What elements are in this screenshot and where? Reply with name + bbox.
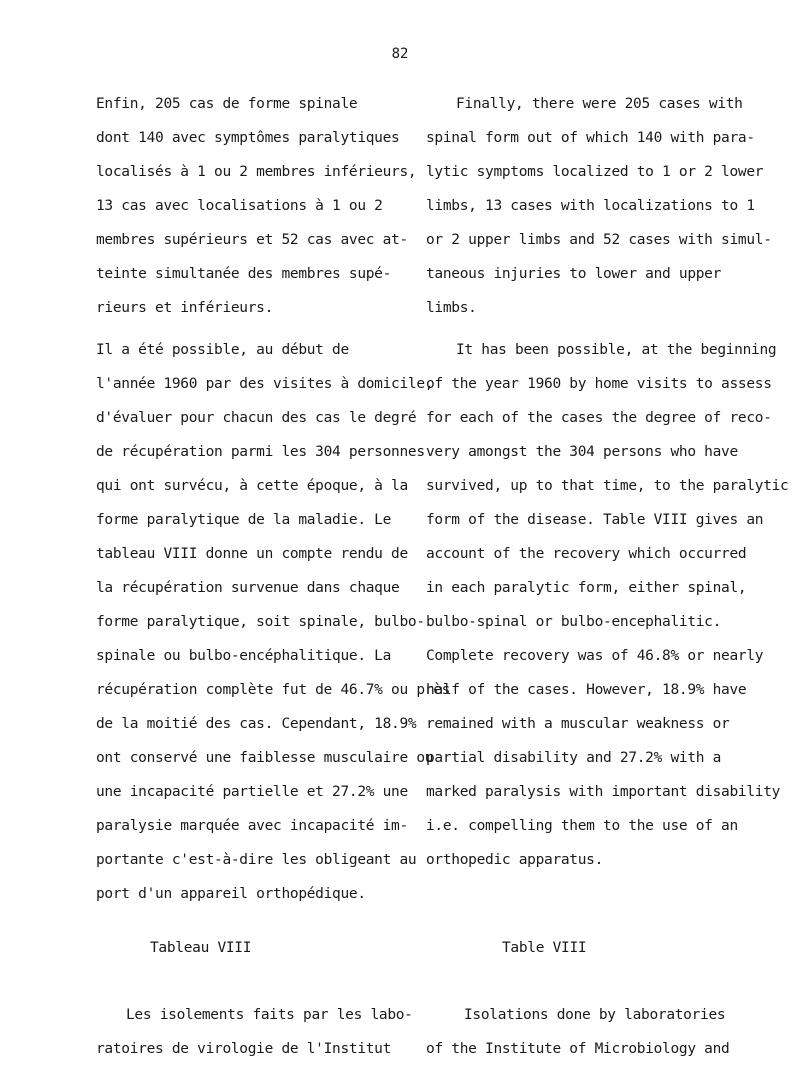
text-line: paralysie marquée avec incapacité im- [96, 818, 408, 834]
text-line: forme paralytique de la maladie. Le [96, 512, 392, 528]
text-line: spinal form out of which 140 with para- [426, 130, 755, 146]
page-number: 82 [391, 46, 409, 62]
english-table-heading: Table VIII [502, 940, 587, 956]
text-line: dont 140 avec symptômes paralytiques [96, 130, 400, 146]
text-line: de la moitié des cas. Cependant, 18.9% [96, 716, 417, 732]
text-line: Complete recovery was of 46.8% or nearly [426, 648, 764, 664]
text-line: Il a été possible, au début de [96, 342, 349, 358]
text-line: form of the disease. Table VIII gives an [426, 512, 764, 528]
text-line: Enfin, 205 cas de forme spinale [96, 96, 358, 112]
text-line: half of the cases. However, 18.9% have [426, 682, 747, 698]
text-line: of the Institute of Microbiology and [426, 1041, 730, 1057]
text-line: de récupération parmi les 304 personnes [96, 444, 425, 460]
text-line: i.e. compelling them to the use of an [426, 818, 738, 834]
text-line: spinale ou bulbo-encéphalitique. La [96, 648, 392, 664]
text-line: membres supérieurs et 52 cas avec at- [96, 232, 408, 248]
text-line: ont conservé une faiblesse musculaire ou [96, 750, 434, 766]
text-line: d'évaluer pour chacun des cas le degré [96, 410, 417, 426]
text-line: bulbo-spinal or bulbo-encephalitic. [426, 614, 722, 630]
text-line: port d'un appareil orthopédique. [96, 886, 366, 902]
text-line: account of the recovery which occurred [426, 546, 747, 562]
text-line: la récupération survenue dans chaque [96, 580, 400, 596]
text-line: qui ont survécu, à cette époque, à la [96, 478, 408, 494]
text-line: of the year 1960 by home visits to assess [426, 376, 772, 392]
text-line: remained with a muscular weakness or [426, 716, 730, 732]
french-column [96, 0, 451, 1057]
text-line: survived, up to that time, to the paralytic [426, 478, 789, 494]
text-line: tableau VIII donne un compte rendu de [96, 546, 408, 562]
text-line: limbs, 13 cases with localizations to 1 [426, 198, 755, 214]
french-paragraph-2 [96, 240, 451, 902]
text-line: Finally, there were 205 cases with [456, 96, 743, 112]
text-line: rieurs et inférieurs. [96, 300, 274, 316]
text-line: It has been possible, at the beginning [456, 342, 777, 358]
text-line: l'année 1960 par des visites à domicile, [96, 376, 434, 392]
english-paragraph-2 [426, 240, 789, 868]
french-table-heading: Tableau VIII [150, 940, 252, 956]
text-line: in each paralytic form, either spinal, [426, 580, 747, 596]
text-line: teinte simultanée des membres supé- [96, 266, 392, 282]
english-column [426, 0, 789, 1057]
english-paragraph-1 [426, 48, 786, 316]
text-line: récupération complète fut de 46.7% ou près [96, 682, 451, 698]
text-line: ratoires de virologie de l'Institut [96, 1041, 392, 1057]
text-line: limbs. [426, 300, 477, 316]
text-line: une incapacité partielle et 27.2% une [96, 784, 408, 800]
text-line: lytic symptoms localized to 1 or 2 lower [426, 164, 764, 180]
text-line: localisés à 1 ou 2 membres inférieurs, [96, 164, 417, 180]
text-line: Isolations done by laboratories [464, 1007, 726, 1023]
text-line: taneous injuries to lower and upper [426, 266, 722, 282]
french-paragraph-1 [96, 48, 426, 316]
text-line: partial disability and 27.2% with a [426, 750, 722, 766]
text-line: or 2 upper limbs and 52 cases with simul- [426, 232, 772, 248]
text-line: marked paralysis with important disability [426, 784, 781, 800]
text-line: for each of the cases the degree of reco- [426, 410, 772, 426]
text-line: portante c'est-à-dire les obligeant au [96, 852, 417, 868]
text-line: forme paralytique, soit spinale, bulbo- [96, 614, 425, 630]
text-line: Les isolements faits par les labo- [126, 1007, 413, 1023]
text-line: orthopedic apparatus. [426, 852, 604, 868]
text-line: very amongst the 304 persons who have [426, 444, 738, 460]
text-line: 13 cas avec localisations à 1 ou 2 [96, 198, 383, 214]
